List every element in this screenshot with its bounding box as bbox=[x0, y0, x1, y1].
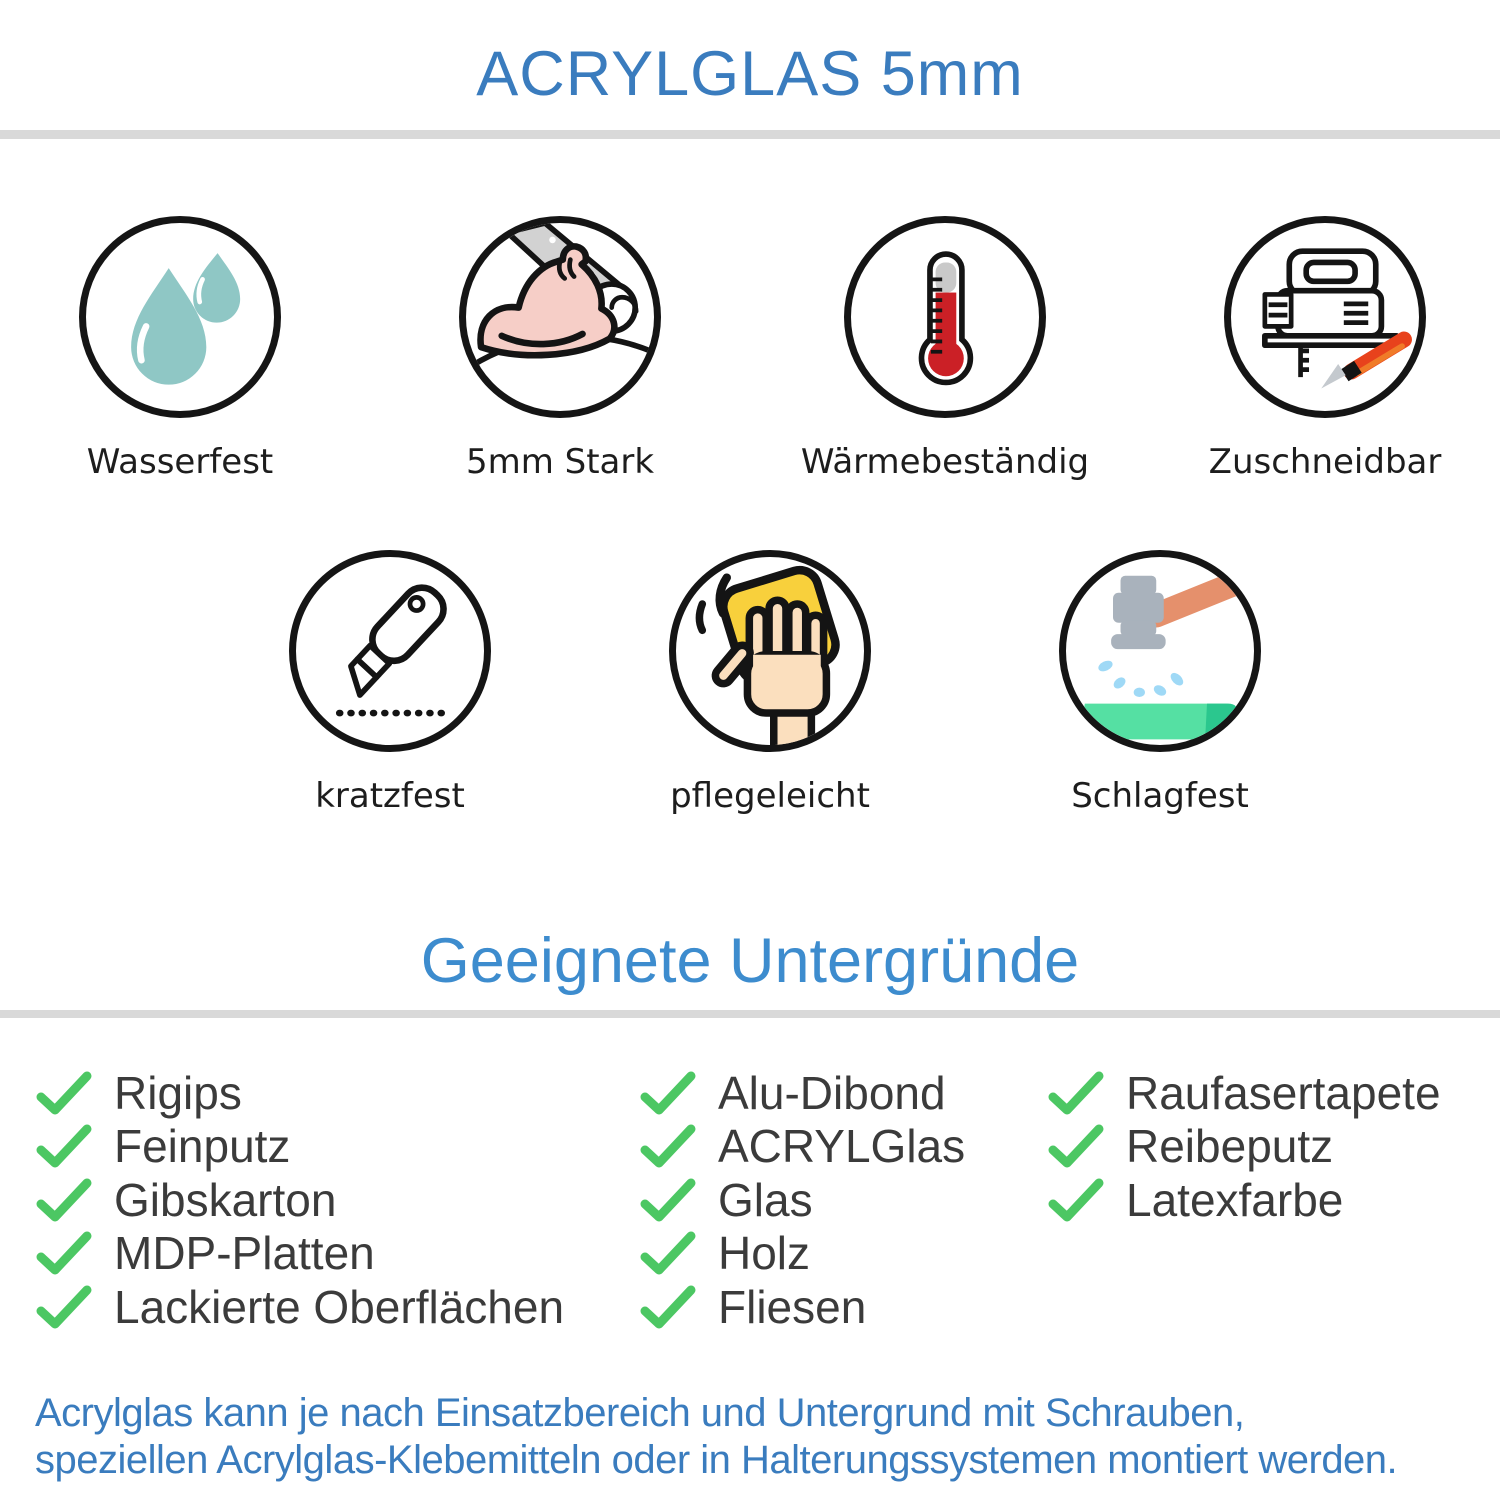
feature-circle bbox=[1059, 550, 1261, 752]
check-icon bbox=[36, 1231, 92, 1275]
feature-circle bbox=[669, 550, 871, 752]
feature-circle bbox=[459, 216, 661, 418]
check-icon bbox=[640, 1285, 696, 1329]
surface-label: Gibskarton bbox=[114, 1173, 337, 1226]
surface-label: Rigips bbox=[114, 1066, 242, 1119]
feature-label: Schlagfest bbox=[1071, 776, 1249, 816]
header-divider bbox=[0, 130, 1500, 139]
list-item bbox=[1048, 1066, 1441, 1120]
check-icon bbox=[640, 1124, 696, 1168]
thermometer-icon bbox=[851, 223, 1039, 411]
list-item bbox=[36, 1066, 564, 1120]
surface-label: Holz bbox=[718, 1227, 811, 1280]
mounting-note bbox=[35, 1390, 1485, 1484]
feature-5mm-stark bbox=[380, 216, 740, 482]
surface-label: MDP-Platten bbox=[114, 1227, 375, 1280]
surface-label: Raufasertapete bbox=[1126, 1066, 1441, 1119]
feature-label: pflegeleicht bbox=[670, 776, 870, 816]
surface-label: Fliesen bbox=[718, 1280, 867, 1333]
feature-waermebestaendig bbox=[765, 216, 1125, 482]
feature-label: Zuschneidbar bbox=[1208, 442, 1442, 482]
surface-label: Latexfarbe bbox=[1126, 1173, 1344, 1226]
list-item bbox=[36, 1227, 564, 1281]
feature-label: Wärmebeständig bbox=[800, 442, 1090, 482]
feature-wasserfest bbox=[0, 216, 360, 482]
list-item bbox=[640, 1120, 965, 1174]
water-drops-icon bbox=[86, 223, 274, 411]
list-item bbox=[640, 1280, 965, 1334]
feature-circle bbox=[1224, 216, 1426, 418]
jigsaw-icon bbox=[1231, 223, 1419, 411]
feature-circle bbox=[289, 550, 491, 752]
list-item bbox=[1048, 1173, 1441, 1227]
check-icon bbox=[640, 1071, 696, 1115]
surface-label: Alu-Dibond bbox=[718, 1066, 946, 1119]
feature-circle bbox=[844, 216, 1046, 418]
section-title: Geeignete Untergründe bbox=[420, 926, 1080, 996]
section-divider bbox=[0, 1010, 1500, 1018]
list-item bbox=[1048, 1120, 1441, 1174]
page-title: ACRYLGLAS 5mm bbox=[476, 39, 1024, 109]
feature-pflegeleicht bbox=[590, 550, 950, 816]
feature-circle bbox=[79, 216, 281, 418]
feature-zuschneidbar bbox=[1145, 216, 1500, 482]
feature-kratzfest bbox=[210, 550, 570, 816]
check-icon bbox=[1048, 1071, 1104, 1115]
mounting-note-line2: speziellen Acrylglas-Klebemitteln oder in Halterungssystemen montiert werden. bbox=[35, 1438, 1398, 1482]
list-item bbox=[640, 1173, 965, 1227]
check-icon bbox=[640, 1178, 696, 1222]
flex-arm-icon bbox=[466, 223, 654, 411]
cleaning-hand-icon bbox=[676, 557, 864, 745]
feature-label: kratzfest bbox=[315, 776, 465, 816]
feature-schlagfest bbox=[980, 550, 1340, 816]
mounting-note-line1: Acrylglas kann je nach Einsatzbereich und Untergrund mit Schrauben, bbox=[35, 1391, 1245, 1435]
utility-knife-icon bbox=[296, 557, 484, 745]
check-icon bbox=[36, 1071, 92, 1115]
check-icon bbox=[640, 1231, 696, 1275]
check-icon bbox=[1048, 1124, 1104, 1168]
list-item bbox=[640, 1227, 965, 1281]
list-item bbox=[36, 1120, 564, 1174]
surface-label: ACRYLGlas bbox=[718, 1120, 966, 1173]
check-icon bbox=[36, 1124, 92, 1168]
check-icon bbox=[36, 1285, 92, 1329]
feature-label: 5mm Stark bbox=[465, 442, 655, 482]
surface-label: Glas bbox=[718, 1173, 813, 1226]
list-item bbox=[36, 1173, 564, 1227]
hammer-icon bbox=[1066, 557, 1254, 745]
feature-label: Wasserfest bbox=[86, 442, 274, 482]
surface-column-3 bbox=[1048, 1066, 1441, 1227]
check-icon bbox=[36, 1178, 92, 1222]
surface-label: Lackierte Oberflächen bbox=[114, 1280, 565, 1333]
surface-column-2 bbox=[640, 1066, 965, 1334]
surface-label: Reibeputz bbox=[1126, 1120, 1334, 1173]
check-icon bbox=[1048, 1178, 1104, 1222]
list-item bbox=[36, 1280, 564, 1334]
list-item bbox=[640, 1066, 965, 1120]
surface-column-1 bbox=[36, 1066, 564, 1334]
surface-label: Feinputz bbox=[114, 1120, 291, 1173]
